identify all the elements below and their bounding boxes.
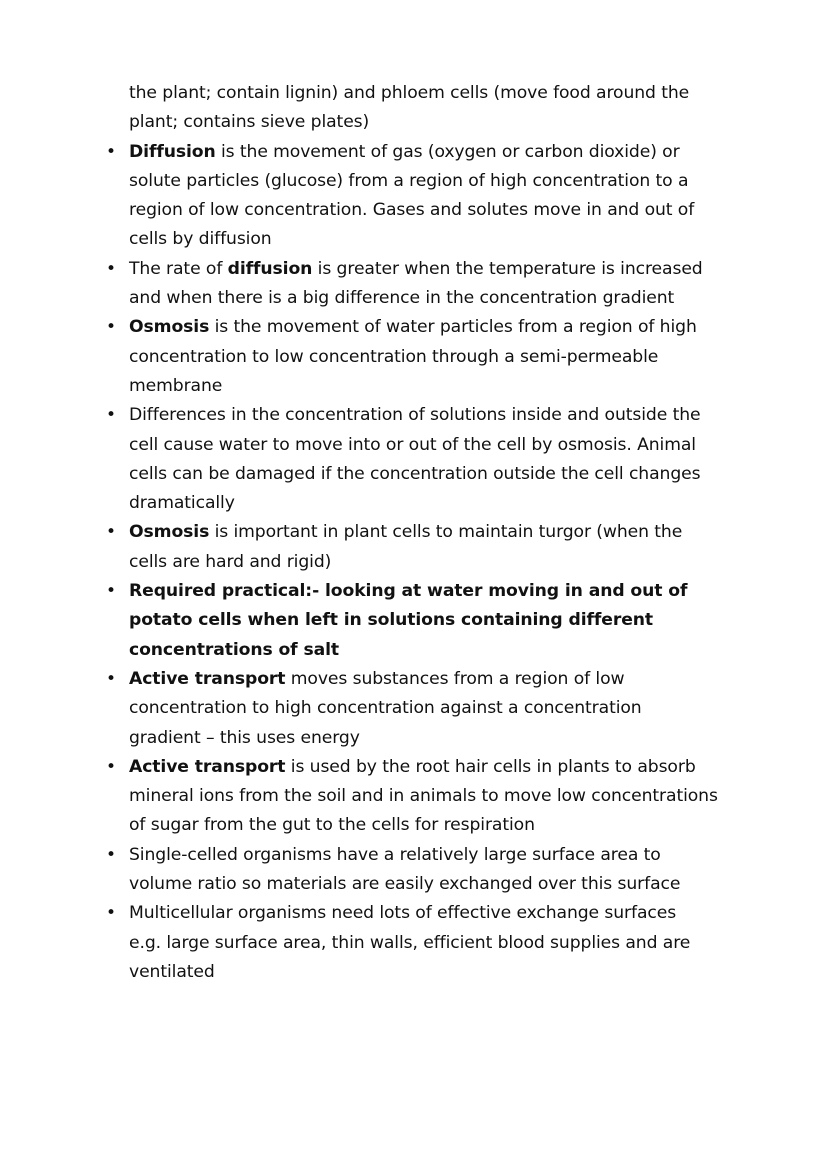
bold-term: Active transport	[129, 756, 286, 777]
bullet-item	[0, 899, 828, 987]
text-segment: solute particles (glucose) from a region of high concentration to a	[129, 170, 689, 191]
text-segment: concentration to high concentration against a concentration	[129, 698, 642, 719]
text-segment: is used by the root hair cells in plants to absorb	[285, 756, 696, 777]
text-line	[0, 724, 828, 753]
text-line	[0, 79, 828, 108]
bullet-item	[0, 518, 828, 577]
text-segment: is the movement of water particles from a region of high	[209, 317, 697, 338]
bullet-icon: •	[106, 258, 116, 279]
bullet-icon: •	[106, 756, 116, 777]
text-line	[0, 489, 828, 518]
text-segment: volume ratio so materials are easily exchanged over this surface	[129, 874, 681, 895]
text-segment: mineral ions from the soil and in animals to move low concentrations	[129, 786, 718, 807]
bullet-item	[0, 401, 828, 518]
bold-term: Osmosis	[129, 317, 210, 338]
continuation-paragraph	[0, 79, 828, 138]
text-segment: gradient – this uses energy	[129, 727, 360, 748]
text-segment: Single-celled organisms have a relatively large surface area to	[129, 844, 661, 865]
bold-term: concentrations of salt	[129, 639, 339, 660]
text-line	[0, 694, 828, 723]
text-line	[0, 577, 828, 606]
text-line	[0, 782, 828, 811]
text-segment: Multicellular organisms need lots of effective exchange surfaces	[129, 903, 677, 924]
bold-term: Osmosis	[129, 522, 210, 543]
text-segment: is the movement of gas (oxygen or carbon dioxide) or	[215, 141, 680, 162]
text-line	[0, 225, 828, 254]
text-line	[0, 138, 828, 167]
text-line	[0, 460, 828, 489]
bullet-icon: •	[106, 903, 116, 924]
text-line	[0, 753, 828, 782]
text-line	[0, 548, 828, 577]
text-line	[0, 343, 828, 372]
bold-term: Diffusion	[129, 141, 216, 162]
text-segment: cell cause water to move into or out of the cell by osmosis. Animal	[129, 434, 696, 455]
text-segment: of sugar from the gut to the cells for respiration	[129, 815, 535, 836]
text-line	[0, 255, 828, 284]
text-segment: Differences in the concentration of solutions inside and outside the	[129, 405, 701, 426]
bullet-icon: •	[106, 317, 116, 338]
text-segment: is greater when the temperature is increased	[312, 258, 703, 279]
text-segment: ventilated	[129, 961, 215, 982]
bullet-item	[0, 255, 828, 314]
bold-term: potato cells when left in solutions containing different	[129, 610, 654, 631]
text-line	[0, 811, 828, 840]
text-line	[0, 929, 828, 958]
bullet-item	[0, 313, 828, 401]
text-line	[0, 870, 828, 899]
text-line	[0, 196, 828, 225]
text-segment: dramatically	[129, 493, 235, 514]
bullet-item	[0, 577, 828, 665]
bullet-icon: •	[106, 141, 116, 162]
text-segment: e.g. large surface area, thin walls, efficient blood supplies and are	[129, 932, 691, 953]
bullet-icon: •	[106, 405, 116, 426]
text-line	[0, 958, 828, 987]
text-segment: moves substances from a region of low	[285, 668, 625, 689]
text-segment: cells can be damaged if the concentration outside the cell changes	[129, 463, 701, 484]
text-line	[0, 431, 828, 460]
text-line	[0, 167, 828, 196]
text-line	[0, 606, 828, 635]
text-segment: The rate of	[129, 258, 228, 279]
bullet-icon: •	[106, 581, 116, 602]
text-line	[0, 518, 828, 547]
text-line	[0, 841, 828, 870]
text-line	[0, 899, 828, 928]
text-segment: concentration to low concentration through a semi-permeable	[129, 346, 659, 367]
document-body	[0, 79, 828, 987]
text-line	[0, 313, 828, 342]
text-segment: the plant; contain lignin) and phloem cells (move food around the	[129, 83, 690, 103]
bullet-item	[0, 665, 828, 753]
bullet-item	[0, 841, 828, 900]
text-line	[0, 372, 828, 401]
text-line	[0, 284, 828, 313]
text-segment: and when there is a big difference in the concentration gradient	[129, 288, 675, 309]
bold-term: diffusion	[227, 258, 313, 279]
text-line	[0, 108, 828, 137]
bullet-icon: •	[106, 844, 116, 865]
text-segment: cells by diffusion	[129, 229, 272, 250]
text-line	[0, 665, 828, 694]
bullet-icon: •	[106, 522, 116, 543]
text-segment: membrane	[129, 375, 223, 396]
text-segment: plant; contains sieve plates)	[129, 112, 370, 133]
text-segment: region of low concentration. Gases and solutes move in and out of	[129, 200, 695, 221]
text-segment: cells are hard and rigid)	[129, 551, 332, 572]
bullet-item	[0, 753, 828, 841]
bullet-item	[0, 138, 828, 255]
text-line	[0, 401, 828, 430]
bold-term: Required practical:- looking at water moving in and out of	[129, 581, 688, 602]
text-segment: is important in plant cells to maintain turgor (when the	[209, 522, 683, 543]
bullet-icon: •	[106, 668, 116, 689]
text-line	[0, 636, 828, 665]
bold-term: Active transport	[129, 668, 286, 689]
